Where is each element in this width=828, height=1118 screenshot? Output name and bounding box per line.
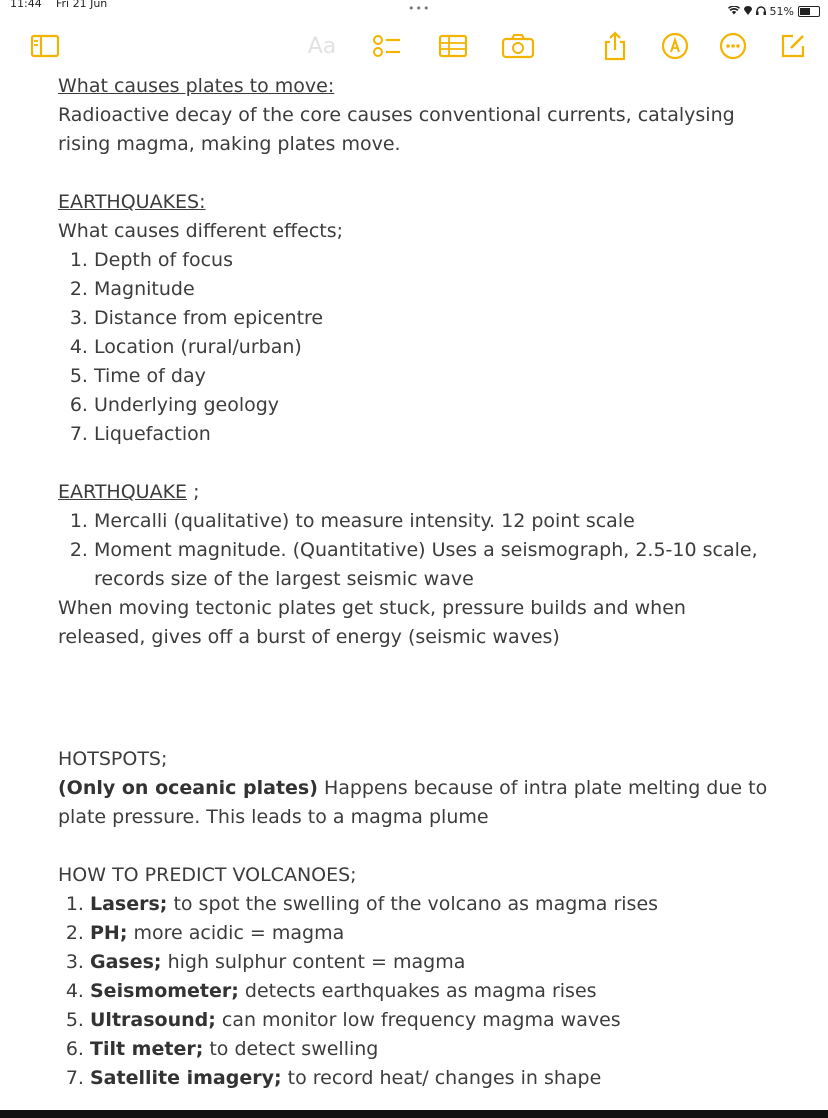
list-item: 6. Underlying geology: [94, 391, 778, 420]
earthquake-text: When moving tectonic plates get stuck, pressure builds and when released, gives off a burst of energy (seismic waves): [58, 597, 686, 648]
camera-icon[interactable]: [500, 26, 536, 66]
list-item: 1. Depth of focus: [94, 246, 778, 275]
hotspots-text: [58, 774, 778, 832]
item-bold: PH;: [90, 922, 128, 944]
plates-text: Radioactive decay of the core causes conventional currents, catalysing rising magma, making plates move.: [58, 104, 735, 155]
more-icon[interactable]: [716, 26, 750, 66]
spacer: [58, 652, 778, 745]
item-text: to spot the swelling of the volcano as magma rises: [167, 893, 659, 915]
list-item: 1. Mercalli (qualitative) to measure intensity. 12 point scale: [94, 507, 778, 536]
notes-toolbar: [0, 26, 828, 66]
spacer: [58, 159, 778, 188]
item-bold: Gases;: [90, 951, 162, 973]
note-body[interactable]: [58, 68, 778, 1093]
effects-list: [58, 246, 778, 449]
status-date: Fri 21 Jun: [56, 0, 108, 10]
earthquake-heading-text: EARTHQUAKE: [58, 481, 188, 503]
list-item: [90, 1006, 778, 1035]
item-text: high sulphur content = magma: [161, 951, 466, 973]
status-right: [728, 5, 820, 18]
list-item: [90, 977, 778, 1006]
multitasking-dots-icon[interactable]: •••: [408, 2, 431, 15]
location-icon: [744, 5, 752, 18]
earthquakes-intro: What causes different effects;: [58, 220, 344, 242]
spacer: [58, 449, 778, 478]
item-bold: Satellite imagery;: [90, 1067, 282, 1089]
markup-icon[interactable]: [658, 26, 692, 66]
battery-icon: [798, 6, 820, 17]
list-item: 5. Time of day: [94, 362, 778, 391]
share-icon[interactable]: [598, 26, 632, 66]
volcano-list: [58, 890, 778, 1093]
headphones-icon: [756, 5, 766, 18]
checklist-icon[interactable]: [370, 26, 404, 66]
list-item: 4. Location (rural/urban): [94, 333, 778, 362]
item-text: more acidic = magma: [127, 922, 345, 944]
list-item: [90, 1035, 778, 1064]
item-bold: Ultrasound;: [90, 1009, 216, 1031]
list-item: [90, 919, 778, 948]
battery-level: [800, 8, 810, 15]
list-item: 3. Distance from epicentre: [94, 304, 778, 333]
list-item: [90, 948, 778, 977]
sidebar-icon[interactable]: [28, 26, 62, 66]
section-heading-earthquakes: EARTHQUAKES:: [58, 191, 206, 213]
status-time: 11:44: [10, 0, 42, 10]
list-item: [90, 1064, 778, 1093]
item-text: to detect swelling: [203, 1038, 379, 1060]
list-item: 2. Magnitude: [94, 275, 778, 304]
format-icon[interactable]: Aa: [307, 33, 337, 59]
item-bold: Tilt meter;: [90, 1038, 204, 1060]
item-text: can monitor low frequency magma waves: [215, 1009, 621, 1031]
table-icon[interactable]: [436, 26, 470, 66]
item-bold: Lasers;: [90, 893, 168, 915]
status-bar: [0, 0, 828, 16]
compose-icon[interactable]: [776, 26, 810, 66]
list-item: [90, 890, 778, 919]
hotspots-body: Happens because of intra plate melting due to plate pressure. This leads to a magma plume: [58, 777, 768, 828]
section-heading-earthquake-measure: [58, 478, 778, 507]
hotspots-bold: (Only on oceanic plates): [58, 777, 318, 799]
item-text: detects earthquakes as magma rises: [238, 980, 597, 1002]
item-bold: Seismometer;: [90, 980, 239, 1002]
section-heading-plates: What causes plates to move:: [58, 75, 335, 97]
section-heading-volcanoes: HOW TO PREDICT VOLCANOES;: [58, 864, 357, 886]
section-heading-hotspots: HOTSPOTS;: [58, 748, 168, 770]
item-text: to record heat/ changes in shape: [281, 1067, 602, 1089]
measure-list: [58, 507, 778, 594]
list-item: 7. Liquefaction: [94, 420, 778, 449]
wifi-icon: [728, 5, 740, 18]
earthquake-heading-suffix: ;: [187, 481, 200, 503]
list-item: 2. Moment magnitude. (Quantitative) Uses a seismograph, 2.5-10 scale, records size of the largest seismic wave: [94, 536, 778, 594]
battery-percent: 51%: [769, 5, 794, 18]
spacer: [58, 832, 778, 861]
bottom-edge: [0, 1110, 828, 1118]
